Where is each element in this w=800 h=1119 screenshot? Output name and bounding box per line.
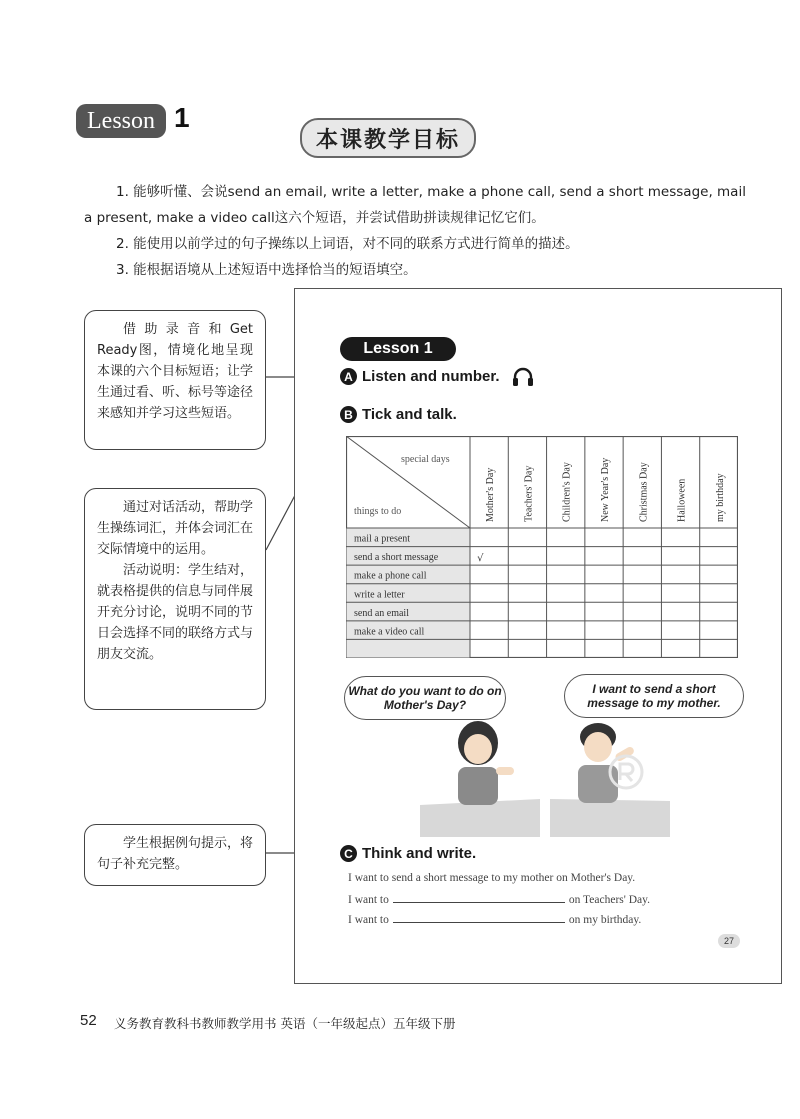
write-line-2-end: on Teachers' Day. (568, 894, 650, 906)
objective-3: 3. 能根据语境从上述短语中选择恰当的短语填空。 (116, 262, 417, 278)
lesson-number: 1 (174, 102, 190, 133)
write-line-2-start: I want to (348, 894, 389, 906)
column-header: my birthday (714, 473, 726, 522)
section-a-title: Listen and number. (362, 368, 500, 385)
objectives-title: 本课教学目标 (300, 118, 476, 158)
column-header: Children's Day (561, 462, 573, 522)
row-label: send a short message (354, 552, 439, 564)
table-grid (346, 436, 738, 658)
write-example-line: I want to send a short message to my mother on Mother's Day. (348, 872, 636, 884)
objective-1-cont: a present, make a video call这六个短语，并尝试借助拼读规律记忆它们。 (84, 210, 545, 226)
row-label: mail a present (354, 533, 411, 545)
write-blank-1[interactable] (393, 892, 565, 903)
write-blank-2[interactable] (393, 912, 565, 923)
note-think-write-text: 学生根据例句提示，将句子补充完整。 (97, 836, 254, 872)
write-line-3 (348, 912, 641, 926)
objective-2: 2. 能使用以前学过的句子操练以上词语，对不同的联系方式进行简单的描述。 (116, 236, 579, 252)
section-b-title: Tick and talk. (362, 406, 457, 423)
section-c-badge: C (340, 845, 357, 862)
headphones-icon (512, 367, 534, 387)
tick-mark: √ (477, 553, 484, 565)
desk-right (550, 799, 670, 837)
write-line-2 (348, 892, 650, 906)
column-header: Teachers' Day (523, 465, 535, 522)
section-c-title: Think and write. (362, 845, 477, 862)
column-header: Christmas Day (638, 462, 650, 522)
registered-watermark (600, 750, 660, 800)
note-tick-talk-text-2: 活动说明：学生结对，就表格提供的信息与同伴展开充分讨论，说明不同的节日会选择不同的联络方式与朋友交流。 (97, 563, 254, 662)
footer-page-number: 52 (80, 1012, 97, 1029)
row-label: send an email (354, 607, 409, 619)
textbook-page-number: 27 (718, 934, 740, 948)
section-a-badge: A (340, 368, 357, 385)
column-header: Halloween (676, 478, 688, 522)
note-tick-talk-text-1: 通过对话活动，帮助学生操练词汇，并体会词汇在交际情境中的运用。 (97, 500, 254, 557)
section-b-badge: B (340, 406, 357, 423)
column-header: Mother's Day (485, 467, 497, 522)
row-label: write a letter (354, 589, 405, 601)
tick-table (346, 436, 738, 658)
footer-book-title: 义务教育教科书教师教学用书 英语（一年级起点）五年级下册 (114, 1016, 456, 1031)
table-ticks (477, 553, 484, 564)
column-header: New Year's Day (600, 457, 611, 522)
lesson-badge: Lesson (76, 104, 166, 138)
textbook-lesson-pill: Lesson 1 (340, 337, 456, 361)
table-corner-bottom: things to do (354, 506, 402, 517)
write-line-3-end: on my birthday. (568, 914, 642, 926)
objective-1: 1. 能够听懂、会说send an email, write a letter, make a phone call, send a short message, mail (116, 184, 746, 200)
table-corner-top: special days (401, 454, 450, 465)
note-listen-text: 借助录音和Get Ready图，情境化地呈现本课的六个目标短语；让学生通过看、听、标号等途径来感知并学习这些短语。 (97, 322, 254, 421)
row-label: make a video call (354, 626, 425, 638)
write-line-3-start: I want to (348, 914, 389, 926)
bubble-boy: I want to send a short message to my mother. (564, 674, 744, 718)
girl-figure (458, 721, 514, 805)
bubble-girl: What do you want to do on Mother's Day? (344, 676, 506, 720)
row-label: make a phone call (354, 570, 427, 582)
